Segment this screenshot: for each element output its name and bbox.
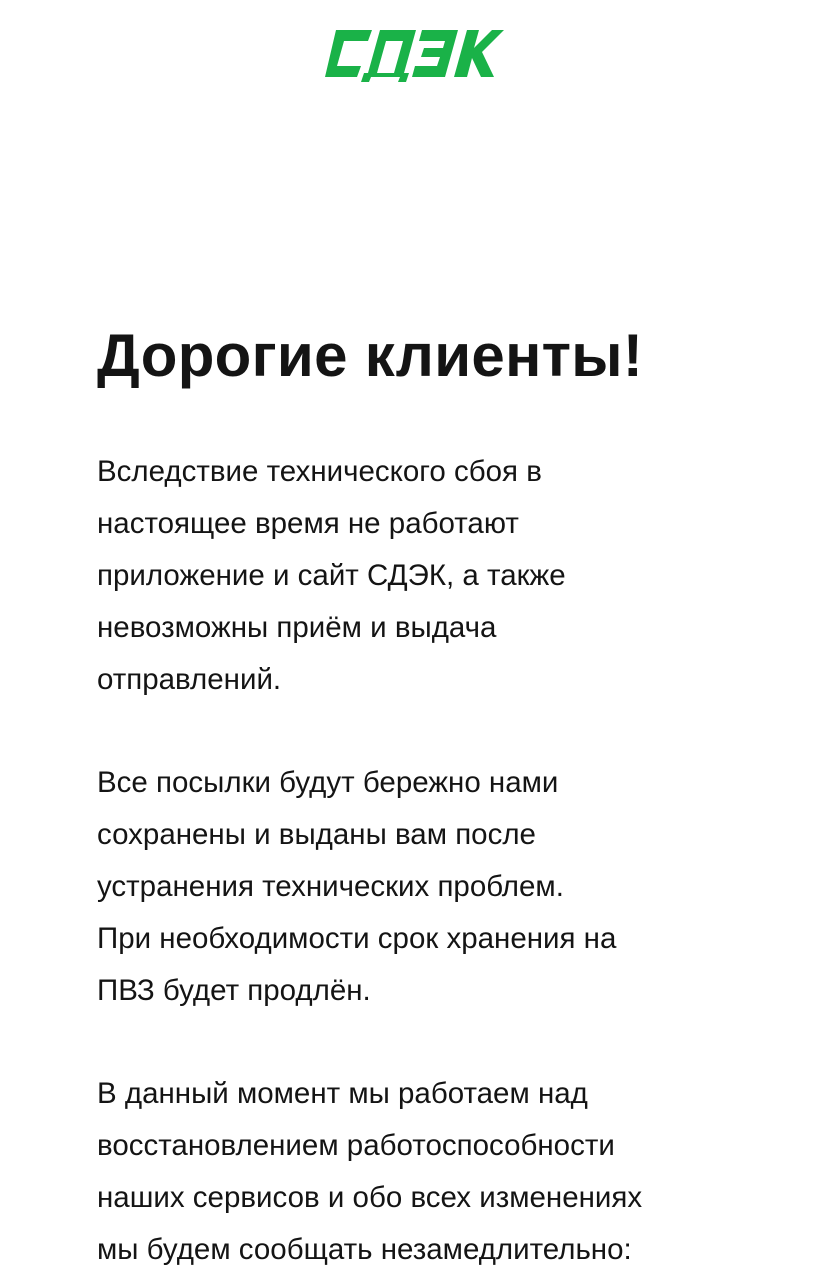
paragraph-line: устранения технических проблем. — [97, 870, 564, 903]
notice-content — [97, 318, 757, 1276]
paragraph-line: отправлений. — [97, 663, 282, 696]
cdek-logo — [322, 26, 504, 82]
notice-paragraph-parcels — [97, 757, 757, 1017]
paragraph-line: При необходимости срок хранения на — [97, 922, 617, 955]
paragraph-line: ПВЗ будет продлён. — [97, 974, 371, 1007]
paragraph-line: невозможны приём и выдача — [97, 611, 497, 644]
notice-paragraph-restoration — [97, 1068, 757, 1276]
page-title: Дорогие клиенты! — [97, 322, 644, 389]
paragraph-line: наших сервисов и обо всех изменениях — [97, 1181, 643, 1214]
paragraph-line: мы будем сообщать незамедлительно: — [97, 1233, 632, 1266]
cdek-logo-mark — [322, 26, 504, 82]
paragraph-line: настоящее время не работают — [97, 507, 519, 540]
notice-paragraph-outage — [97, 446, 757, 706]
paragraph-line: сохранены и выданы вам после — [97, 818, 536, 851]
paragraph-line: Все посылки будут бережно нами — [97, 766, 559, 799]
paragraph-line: приложение и сайт СДЭК, а также — [97, 559, 566, 592]
paragraph-line: восстановлением работоспособности — [97, 1129, 615, 1162]
paragraph-line: В данный момент мы работаем над — [97, 1077, 588, 1110]
paragraph-line: Вследствие технического сбоя в — [97, 455, 542, 488]
